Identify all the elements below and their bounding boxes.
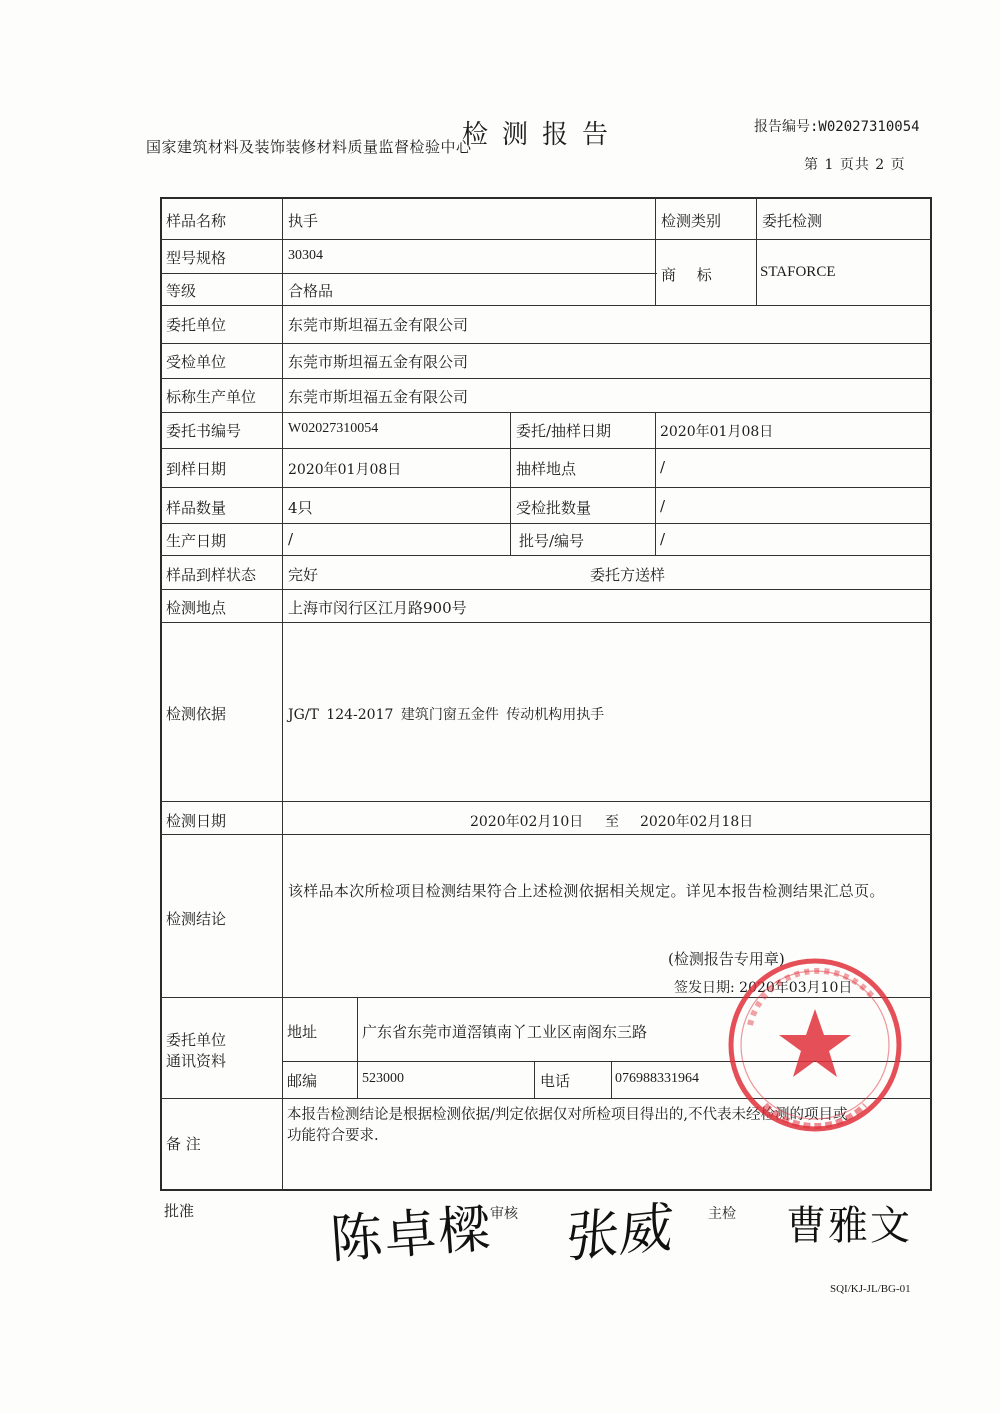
sample-name-value: 执手 — [288, 212, 319, 230]
sample-state-label: 样品到样状态 — [166, 566, 257, 584]
seal-note: (检测报告专用章) — [668, 950, 785, 968]
page-indicator: 第 1 页共 2 页 — [804, 157, 906, 173]
remark-line-2: 功能符合要求. — [287, 1128, 379, 1144]
sampling-place-label: 抽样地点 — [516, 460, 577, 478]
approver-signature: 陈卓樑 — [328, 1199, 495, 1271]
production-date-value: / — [288, 530, 294, 548]
review-label: 审核 — [490, 1206, 518, 1222]
official-seal — [725, 955, 905, 1135]
location-value: 上海市闵行区江月路900号 — [288, 599, 467, 617]
approve-label: 批准 — [164, 1202, 195, 1220]
arrival-date-label: 到样日期 — [166, 460, 227, 478]
postcode-label: 邮编 — [287, 1072, 318, 1090]
inspector-signature: 曹雅文 — [786, 1203, 912, 1249]
sample-state-value: 完好 — [288, 566, 319, 584]
quantity-value: 4只 — [288, 499, 313, 517]
basis-label: 检测依据 — [166, 705, 227, 723]
address-label: 地址 — [287, 1023, 318, 1041]
organization-name: 国家建筑材料及装饰装修材料质量监督检验中心 — [146, 138, 472, 156]
sampling-date-label: 委托/抽样日期 — [516, 422, 612, 440]
main-label: 主检 — [708, 1206, 736, 1222]
form-code: SQI/KJ-JL/BG-01 — [830, 1283, 911, 1295]
arrival-date-value: 2020年01月08日 — [288, 462, 402, 478]
conclusion-text: 该样品本次所检项目检测结果符合上述检测依据相关规定。详见本报告检测结果汇总页。 — [288, 882, 885, 900]
client-label: 委托单位 — [166, 316, 227, 334]
grade-value: 合格品 — [288, 282, 334, 300]
model-label: 型号规格 — [166, 249, 227, 267]
trademark-label: 商 标 — [661, 266, 720, 284]
sampling-date-value: 2020年01月08日 — [660, 424, 774, 440]
manufacturer-value: 东莞市斯坦福五金有限公司 — [288, 388, 469, 406]
remark-label: 备 注 — [166, 1135, 201, 1153]
model-value: 30304 — [288, 248, 323, 263]
quantity-label: 样品数量 — [166, 499, 227, 517]
date-label: 检测日期 — [166, 812, 227, 830]
grade-label: 等级 — [166, 282, 197, 300]
location-label: 检测地点 — [166, 599, 227, 617]
production-date-label: 生产日期 — [166, 532, 227, 550]
postcode-value: 523000 — [362, 1071, 404, 1086]
date-to: 2020年02月18日 — [640, 814, 754, 830]
trademark-value: STAFORCE — [760, 264, 836, 280]
date-from: 2020年02月10日 — [470, 814, 584, 830]
batch-qty-value: / — [660, 497, 666, 515]
date-to-word: 至 — [605, 814, 619, 830]
phone-value: 076988331964 — [615, 1071, 699, 1086]
address-value: 广东省东莞市道滘镇南丫工业区南阁东三路 — [362, 1023, 648, 1041]
order-no-label: 委托书编号 — [166, 422, 242, 440]
sample-name-label: 样品名称 — [166, 212, 227, 230]
batch-qty-label: 受检批数量 — [516, 499, 592, 517]
inspected-label: 受检单位 — [166, 353, 227, 371]
issue-date: 签发日期: 2020年03月10日 — [674, 980, 853, 996]
order-no-value: W02027310054 — [288, 421, 379, 436]
basis-value: JG/T 124-2017 建筑门窗五金件 传动机构用执手 — [288, 707, 605, 723]
delivery-method: 委托方送样 — [590, 566, 666, 584]
report-title: 检测报告 — [462, 120, 623, 150]
contact-label-2: 通讯资料 — [166, 1052, 227, 1070]
sampling-place-value: / — [660, 458, 666, 476]
batch-no-label: 批号/编号 — [519, 532, 585, 550]
report-number: 报告编号:W02027310054 — [754, 119, 920, 135]
remark-line-1: 本报告检测结论是根据检测依据/判定依据仅对所检项目得出的,不代表未经检测的项目或 — [287, 1107, 848, 1123]
manufacturer-label: 标称生产单位 — [166, 388, 257, 406]
client-value: 东莞市斯坦福五金有限公司 — [288, 316, 469, 334]
batch-no-value: / — [660, 530, 666, 548]
reviewer-signature: 张威 — [563, 1194, 676, 1271]
contact-label-1: 委托单位 — [166, 1031, 227, 1049]
test-category-value: 委托检测 — [762, 212, 823, 230]
phone-label: 电话 — [540, 1072, 571, 1090]
test-category-label: 检测类别 — [661, 212, 722, 230]
conclusion-label: 检测结论 — [166, 910, 227, 928]
inspected-value: 东莞市斯坦福五金有限公司 — [288, 353, 469, 371]
